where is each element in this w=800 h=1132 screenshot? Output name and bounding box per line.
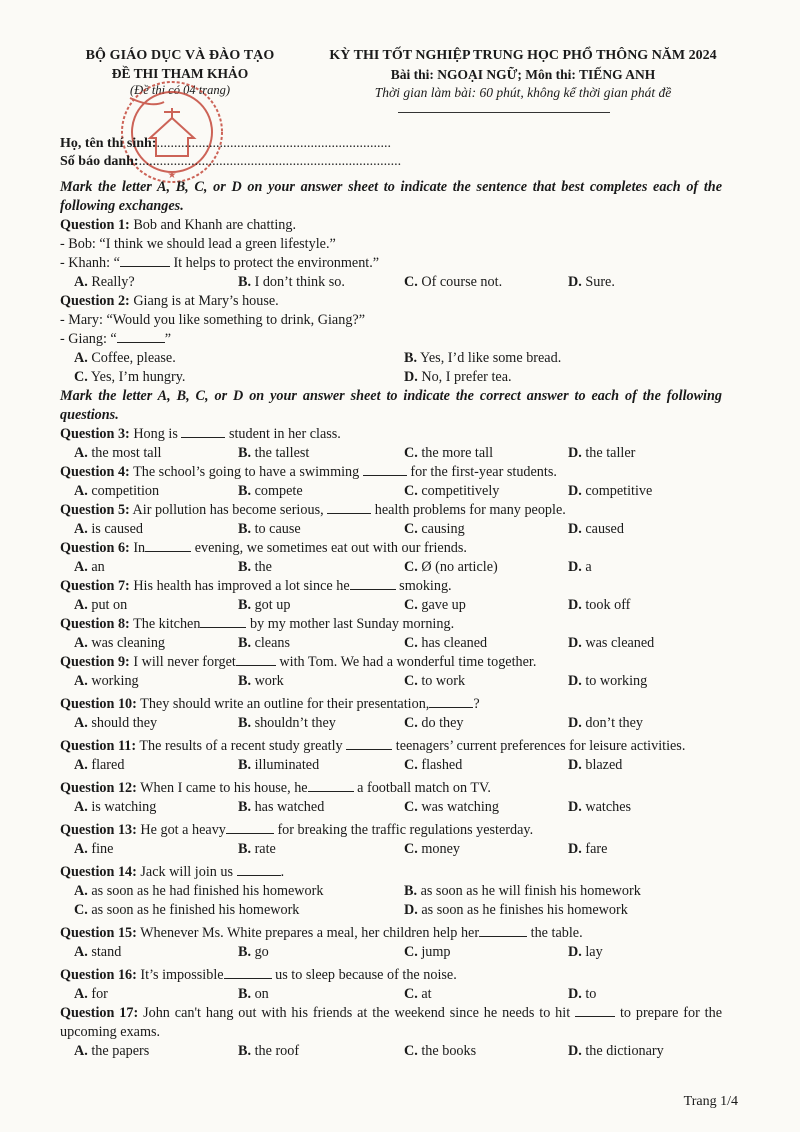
ministry-name: BỘ GIÁO DỤC VÀ ĐÀO TẠO (85, 48, 275, 63)
q10-options (60, 714, 722, 733)
q2-stem: Giang is at Mary’s house. (133, 293, 279, 309)
q1-blank (120, 254, 170, 267)
q3-option-c[interactable]: C. the more tall (404, 445, 494, 461)
q2-line2-pre: - Giang: “ (60, 331, 117, 347)
q10-blank (429, 695, 473, 708)
q1-options (60, 273, 722, 292)
q7-option-a[interactable]: A. put on (74, 597, 128, 613)
q16-option-d[interactable]: D. to (568, 986, 597, 1002)
question-13: Question 13: He got a heavy for breaking the traffic regulations yesterday. (60, 822, 534, 838)
header-right (298, 48, 748, 101)
q13-option-b[interactable]: B. rate (238, 841, 276, 857)
q13-option-a[interactable]: A. fine (74, 841, 114, 857)
q1-option-d[interactable]: D. Sure. (568, 274, 615, 290)
q1-line1: - Bob: “I think we should lead a green lifestyle.” (60, 236, 336, 252)
q16-options (60, 985, 722, 1004)
q2-options-row1 (60, 349, 722, 368)
q15-blank (479, 924, 527, 937)
question-4: Question 4: The school’s going to have a swimming for the first-year students. (60, 464, 557, 480)
q6-option-d[interactable]: D. a (568, 559, 592, 575)
q6-option-b[interactable]: B. the (238, 559, 272, 575)
q9-option-c[interactable]: C. to work (404, 673, 466, 689)
q5-option-a[interactable]: A. is caused (74, 521, 143, 537)
question-8: Question 8: The kitchen by my mother last Sunday morning. (60, 616, 455, 632)
q17-options (60, 1042, 722, 1061)
q2-line2 (60, 330, 722, 349)
q5-options (60, 520, 722, 539)
q4-option-c[interactable]: C. competitively (404, 483, 500, 499)
exam-title: KỲ THI TỐT NGHIỆP TRUNG HỌC PHỔ THÔNG NĂM 2024 (329, 48, 717, 63)
q2-options-row2 (60, 368, 722, 387)
q17-option-c[interactable]: C. the books (404, 1043, 477, 1059)
q1-line2-pre: - Khanh: “ (60, 255, 120, 271)
candidate-name-line (60, 136, 391, 152)
candidate-name-field[interactable]: ................................................................... (156, 136, 391, 151)
q2-option-c[interactable]: C. Yes, I’m hungry. (74, 369, 186, 385)
question-14: Question 14: Jack will join us . (60, 864, 285, 880)
q3-options (60, 444, 722, 463)
q4-option-b[interactable]: B. compete (238, 483, 303, 499)
time-line: Thời gian làm bài: 60 phút, không kể thời gian phát đề (374, 85, 672, 100)
candidate-id-line (60, 154, 401, 170)
doc-type: ĐỀ THI THAM KHẢO (111, 66, 249, 81)
q2-line1: - Mary: “Would you like something to drink, Giang?” (60, 312, 366, 328)
q3-option-b[interactable]: B. the tallest (238, 445, 310, 461)
candidate-id-label: Số báo danh: (60, 154, 139, 169)
q17-option-d[interactable]: D. the dictionary (568, 1043, 664, 1059)
q13-blank (226, 821, 274, 834)
question-12: Question 12: When I came to his house, he a football match on TV. (60, 780, 491, 796)
q14-option-a[interactable]: A. as soon as he had finished his homework (74, 883, 324, 899)
q16-option-c[interactable]: C. at (404, 986, 432, 1002)
q1-line2 (60, 254, 722, 273)
q14-options-row1 (60, 882, 722, 901)
q1-line2-post: It helps to protect the environment.” (169, 255, 380, 271)
q7-option-d[interactable]: D. took off (568, 597, 631, 613)
q15-options (60, 943, 722, 962)
q14-blank (237, 863, 281, 876)
q8-option-b[interactable]: B. cleans (238, 635, 291, 651)
q6-options (60, 558, 722, 577)
q9-option-d[interactable]: D. to working (568, 673, 648, 689)
svg-text:★: ★ (167, 170, 177, 181)
q2-option-d[interactable]: D. No, I prefer tea. (404, 369, 512, 385)
q10-option-d[interactable]: D. don’t they (568, 715, 644, 731)
q11-option-c[interactable]: C. flashed (404, 757, 463, 773)
q14-option-d[interactable]: D. as soon as he finishes his homework (404, 902, 628, 918)
q17-option-a[interactable]: A. the papers (74, 1043, 150, 1059)
q12-option-b[interactable]: B. has watched (238, 799, 325, 815)
q16-option-a[interactable]: A. for (74, 986, 108, 1002)
question-6: Question 6: In evening, we sometimes eat out with our friends. (60, 540, 467, 556)
q13-option-c[interactable]: C. money (404, 841, 460, 857)
q10-option-b[interactable]: B. shouldn’t they (238, 715, 336, 731)
q11-option-d[interactable]: D. blazed (568, 757, 623, 773)
question-9: Question 9: I will never forget with Tom. We had a wonderful time together. (60, 654, 537, 670)
question-2 (60, 292, 722, 311)
q3-blank (181, 425, 225, 438)
question-1 (60, 216, 722, 235)
q8-option-a[interactable]: A. was cleaning (74, 635, 166, 651)
q15-option-b[interactable]: B. go (238, 944, 269, 960)
q2-option-b[interactable]: B. Yes, I’d like some bread. (404, 350, 562, 366)
q10-option-c[interactable]: C. do they (404, 715, 464, 731)
q14-option-b[interactable]: B. as soon as he will finish his homework (404, 883, 641, 899)
q3-option-a[interactable]: A. the most tall (74, 445, 162, 461)
q9-options (60, 672, 722, 691)
pages-note: (Đề thi có 04 trang) (130, 83, 230, 97)
q16-option-b[interactable]: B. on (238, 986, 269, 1002)
q10-option-a[interactable]: A. should they (74, 715, 158, 731)
q8-options (60, 634, 722, 653)
subject-line: Bài thi: NGOẠI NGỮ; Môn thi: TIẾNG ANH (390, 67, 656, 82)
instruction-questions: Mark the letter A, B, C, or D on your answer sheet to indicate the correct answer to each of the following questions. (60, 388, 722, 423)
q4-options (60, 482, 722, 501)
q1-stem: Bob and Khanh are chatting. (133, 217, 297, 233)
question-11: Question 11: The results of a recent study greatly teenagers’ current preferences for leisure activities. (60, 738, 686, 754)
q15-option-a[interactable]: A. stand (74, 944, 122, 960)
q2-label: Question 2: (60, 293, 130, 309)
q15-option-c[interactable]: C. jump (404, 944, 451, 960)
q9-blank (236, 653, 276, 666)
q4-option-d[interactable]: D. competitive (568, 483, 653, 499)
q14-option-c[interactable]: C. as soon as he finished his homework (74, 902, 300, 918)
q6-option-c[interactable]: C. Ø (no article) (404, 559, 498, 575)
question-5: Question 5: Air pollution has become serious, health problems for many people. (60, 502, 566, 518)
q12-option-c[interactable]: C. was watching (404, 799, 499, 815)
q5-option-d[interactable]: D. caused (568, 521, 624, 537)
q11-option-b[interactable]: B. illuminated (238, 757, 320, 773)
header-rule (398, 112, 610, 113)
q2-blank (117, 330, 165, 343)
q4-blank (363, 463, 407, 476)
q7-blank (350, 577, 396, 590)
q6-option-a[interactable]: A. an (74, 559, 105, 575)
q7-option-b[interactable]: B. got up (238, 597, 291, 613)
question-16: Question 16: It’s impossible us to sleep because of the noise. (60, 967, 457, 983)
q14-options-row2 (60, 901, 722, 920)
q1-option-b[interactable]: B. I don’t think so. (238, 274, 345, 290)
page-number: Trang 1/4 (683, 1094, 738, 1109)
candidate-id-field[interactable]: ........................................................................... (138, 154, 402, 169)
q6-blank (145, 539, 191, 552)
q7-option-c[interactable]: C. gave up (404, 597, 466, 613)
q11-blank (346, 737, 392, 750)
question-7: Question 7: His health has improved a lot since he smoking. (60, 578, 452, 594)
question-15: Question 15: Whenever Ms. White prepares a meal, her children help her the table. (60, 925, 583, 941)
q8-option-c[interactable]: C. has cleaned (404, 635, 488, 651)
q15-option-d[interactable]: D. lay (568, 944, 603, 960)
q16-blank (224, 966, 272, 979)
official-seal-icon (92, 68, 252, 188)
q7-options (60, 596, 722, 615)
q2-option-a[interactable]: A. Coffee, please. (74, 350, 176, 366)
q12-options (60, 798, 722, 817)
q13-options (60, 840, 722, 859)
q9-option-b[interactable]: B. work (238, 673, 284, 689)
question-10: Question 10: They should write an outline for their presentation, ? (60, 696, 480, 712)
q4-option-a[interactable]: A. competition (74, 483, 160, 499)
q8-option-d[interactable]: D. was cleaned (568, 635, 655, 651)
q8-blank (200, 615, 246, 628)
q12-option-a[interactable]: A. is watching (74, 799, 157, 815)
q12-blank (308, 779, 354, 792)
instruction-exchanges: Mark the letter A, B, C, or D on your answer sheet to indicate the sentence that best completes each of the following exchanges. (60, 179, 722, 214)
candidate-name-label: Họ, tên thí sinh: (60, 136, 157, 151)
q11-option-a[interactable]: A. flared (74, 757, 125, 773)
q5-option-c[interactable]: C. causing (404, 521, 465, 537)
q9-option-a[interactable]: A. working (74, 673, 139, 689)
exam-body (60, 178, 722, 1061)
q1-label: Question 1: (60, 217, 130, 233)
q1-option-c[interactable]: C. Of course not. (404, 274, 503, 290)
q1-option-a[interactable]: A. Really? (74, 274, 135, 290)
q2-line2-post: ” (164, 331, 172, 347)
q12-option-d[interactable]: D. watches (568, 799, 632, 815)
q17-option-b[interactable]: B. the roof (238, 1043, 300, 1059)
q17-blank (575, 1004, 615, 1017)
question-17: Question 17: John can't hang out with his friends at the weekend since he needs to hit to prepare for the upcoming exams. (60, 1005, 723, 1040)
question-3: Question 3: Hong is student in her class. (60, 426, 341, 442)
q11-options (60, 756, 722, 775)
q3-option-d[interactable]: D. the taller (568, 445, 636, 461)
q13-option-d[interactable]: D. fare (568, 841, 608, 857)
q5-option-b[interactable]: B. to cause (238, 521, 301, 537)
q5-blank (327, 501, 371, 514)
